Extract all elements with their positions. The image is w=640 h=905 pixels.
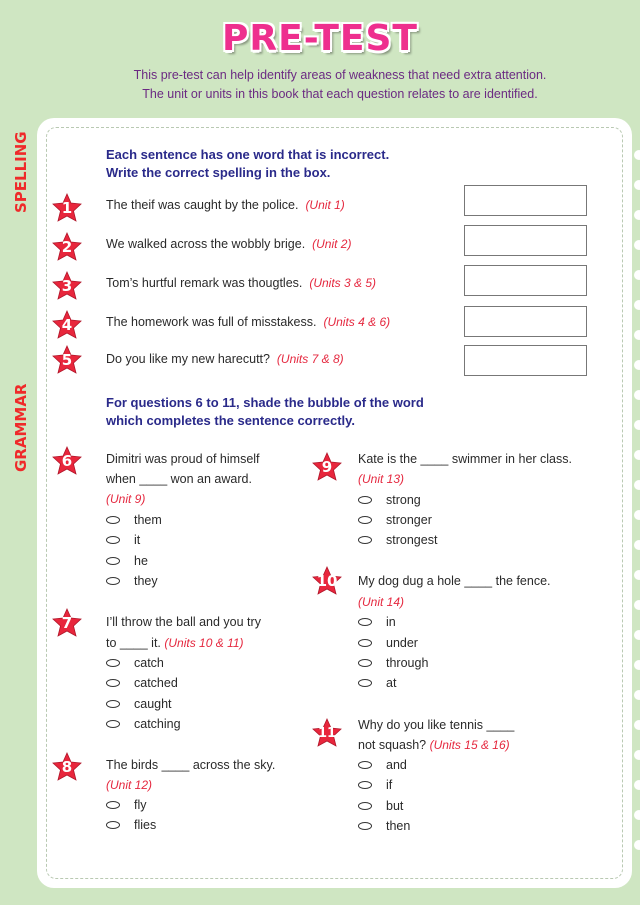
question-line-1: Why do you like tennis ____ — [358, 718, 515, 732]
star-number-badge — [52, 232, 82, 262]
unit-reference: (Units 7 & 8) — [276, 352, 344, 366]
star-number-badge — [52, 271, 82, 301]
grammar-instruction-line-2: which completes the sentence correctly. — [106, 413, 356, 428]
option[interactable] — [358, 636, 418, 656]
star-number-badge — [312, 718, 342, 748]
option-label: at — [386, 676, 397, 690]
option[interactable] — [106, 717, 181, 737]
answer-box-1[interactable] — [464, 185, 587, 216]
question-number: 8 — [61, 758, 73, 776]
answer-bubble[interactable] — [358, 639, 372, 647]
subtitle-line-1: This pre-test can help identify areas of weakness that need extra attention. — [133, 68, 547, 82]
answer-bubble[interactable] — [106, 536, 120, 544]
unit-reference: (Units 15 & 16) — [429, 738, 510, 752]
star-number-badge — [52, 446, 82, 476]
option[interactable] — [358, 758, 407, 778]
option-label: under — [386, 636, 418, 650]
answer-box-5[interactable] — [464, 345, 587, 376]
answer-bubble[interactable] — [358, 761, 372, 769]
spelling-instruction-line-1: Each sentence has one word that is incorrect. — [106, 147, 390, 162]
grammar-instruction-line-1: For questions 6 to 11, shade the bubble of the word — [106, 395, 424, 410]
option-label: stronger — [386, 513, 432, 527]
unit-reference: (Unit 9) — [106, 492, 146, 506]
unit-reference: (Unit 13) — [358, 472, 405, 486]
question-number: 6 — [61, 452, 73, 470]
star-number-badge — [312, 566, 342, 596]
answer-bubble[interactable] — [106, 659, 120, 667]
option[interactable] — [358, 513, 432, 533]
star-number-badge — [52, 193, 82, 223]
option-label: catch — [134, 656, 164, 670]
question-number: 4 — [61, 316, 73, 334]
option-label: and — [386, 758, 407, 772]
grammar-instructions — [106, 394, 424, 430]
sentence: The theif was caught by the police. — [106, 198, 299, 212]
answer-bubble[interactable] — [358, 536, 372, 544]
question-line-2-text: to ____ it. — [106, 636, 161, 650]
question-text — [106, 276, 376, 290]
answer-bubble[interactable] — [358, 781, 372, 789]
spelling-side-label: SPELLING — [12, 131, 30, 213]
question-number: 11 — [317, 726, 337, 741]
option-label: but — [386, 799, 404, 813]
star-number-badge — [52, 608, 82, 638]
question-text — [106, 352, 344, 366]
answer-bubble[interactable] — [106, 720, 120, 728]
option-label: in — [386, 615, 396, 629]
answer-bubble[interactable] — [106, 821, 120, 829]
option[interactable] — [358, 819, 410, 839]
edge-dots — [634, 120, 640, 900]
option-label: it — [134, 533, 141, 547]
answer-box-3[interactable] — [464, 265, 587, 296]
option-label: then — [386, 819, 411, 833]
question-line-1: The birds ____ across the sky. — [106, 758, 276, 772]
answer-bubble[interactable] — [358, 802, 372, 810]
answer-bubble[interactable] — [358, 496, 372, 504]
question-line-1: Dimitri was proud of himself — [106, 452, 260, 466]
unit-reference: (Unit 1) — [305, 198, 345, 212]
option[interactable] — [358, 778, 392, 798]
question-line-1: My dog dug a hole ____ the fence. — [358, 574, 551, 588]
grammar-side-label: GRAMMAR — [12, 383, 30, 472]
option[interactable] — [106, 533, 140, 553]
option-label: through — [386, 656, 429, 670]
spelling-instructions — [106, 146, 389, 182]
question-number: 10 — [316, 572, 338, 590]
option[interactable] — [358, 799, 403, 819]
option-label: catching — [134, 717, 181, 731]
question-line-2: when ____ won an award. — [106, 472, 252, 486]
subtitle-line-2: The unit or units in this book that each question relates to are identified. — [142, 87, 538, 101]
option[interactable] — [106, 574, 158, 594]
question-line-1: Kate is the ____ swimmer in her class. — [358, 452, 572, 466]
answer-bubble[interactable] — [106, 801, 120, 809]
unit-reference: (Unit 14) — [358, 595, 405, 609]
question-text — [106, 198, 345, 212]
unit-reference: (Units 10 & 11) — [164, 636, 244, 650]
option[interactable] — [106, 818, 156, 838]
option-label: them — [134, 513, 162, 527]
question-line-2 — [358, 738, 510, 752]
sentence: We walked across the wobbly brige. — [106, 237, 306, 251]
option[interactable] — [106, 697, 172, 717]
answer-bubble[interactable] — [358, 659, 372, 667]
option[interactable] — [106, 656, 164, 676]
star-number-badge — [52, 310, 82, 340]
question-number: 2 — [61, 238, 73, 256]
option-label: catched — [134, 676, 178, 690]
answer-box-4[interactable] — [464, 306, 587, 337]
option[interactable] — [358, 656, 428, 676]
star-number-badge — [52, 752, 82, 782]
option[interactable] — [106, 513, 162, 533]
option-label: strong — [386, 493, 421, 507]
option[interactable] — [358, 493, 421, 513]
unit-reference: (Units 4 & 6) — [323, 315, 391, 329]
option-label: strongest — [386, 533, 438, 547]
option-label: caught — [134, 697, 172, 711]
option[interactable] — [106, 554, 148, 574]
option-label: flies — [134, 818, 157, 832]
question-line-2 — [106, 636, 244, 650]
option[interactable] — [358, 533, 437, 553]
sentence: Tom’s hurtful remark was thougtles. — [106, 276, 303, 290]
question-text — [106, 315, 390, 329]
question-number: 5 — [61, 351, 73, 369]
question-number: 9 — [321, 458, 333, 476]
option[interactable] — [106, 676, 178, 696]
unit-reference: (Unit 12) — [106, 778, 153, 792]
option[interactable] — [358, 676, 396, 696]
unit-reference: (Units 3 & 5) — [309, 276, 377, 290]
option-label: they — [134, 574, 158, 588]
answer-bubble[interactable] — [358, 618, 372, 626]
answer-bubble[interactable] — [106, 679, 120, 687]
page-title: PRE-TEST — [222, 18, 418, 59]
option[interactable] — [358, 615, 396, 635]
answer-bubble[interactable] — [106, 577, 120, 585]
question-number: 3 — [61, 277, 73, 295]
answer-bubble[interactable] — [358, 516, 372, 524]
spelling-instruction-line-2: Write the correct spelling in the box. — [106, 165, 331, 180]
subtitle — [80, 66, 600, 104]
answer-bubble[interactable] — [106, 557, 120, 565]
option-label: he — [134, 554, 148, 568]
question-text — [106, 237, 351, 251]
sentence: The homework was full of misstakess. — [106, 315, 317, 329]
star-number-badge — [52, 345, 82, 375]
option-label: if — [386, 778, 393, 792]
question-number: 1 — [61, 199, 73, 217]
star-number-badge — [312, 452, 342, 482]
question-line-1: I’ll throw the ball and you try — [106, 615, 261, 629]
question-number: 7 — [61, 614, 73, 632]
answer-box-2[interactable] — [464, 225, 587, 256]
answer-bubble[interactable] — [106, 516, 120, 524]
question-line-2-text: not squash? — [358, 738, 427, 752]
answer-bubble[interactable] — [106, 700, 120, 708]
answer-bubble[interactable] — [358, 822, 372, 830]
option[interactable] — [106, 798, 147, 818]
option-label: fly — [134, 798, 147, 812]
sentence: Do you like my new harecutt? — [106, 352, 270, 366]
answer-bubble[interactable] — [358, 679, 372, 687]
unit-reference: (Unit 2) — [312, 237, 352, 251]
